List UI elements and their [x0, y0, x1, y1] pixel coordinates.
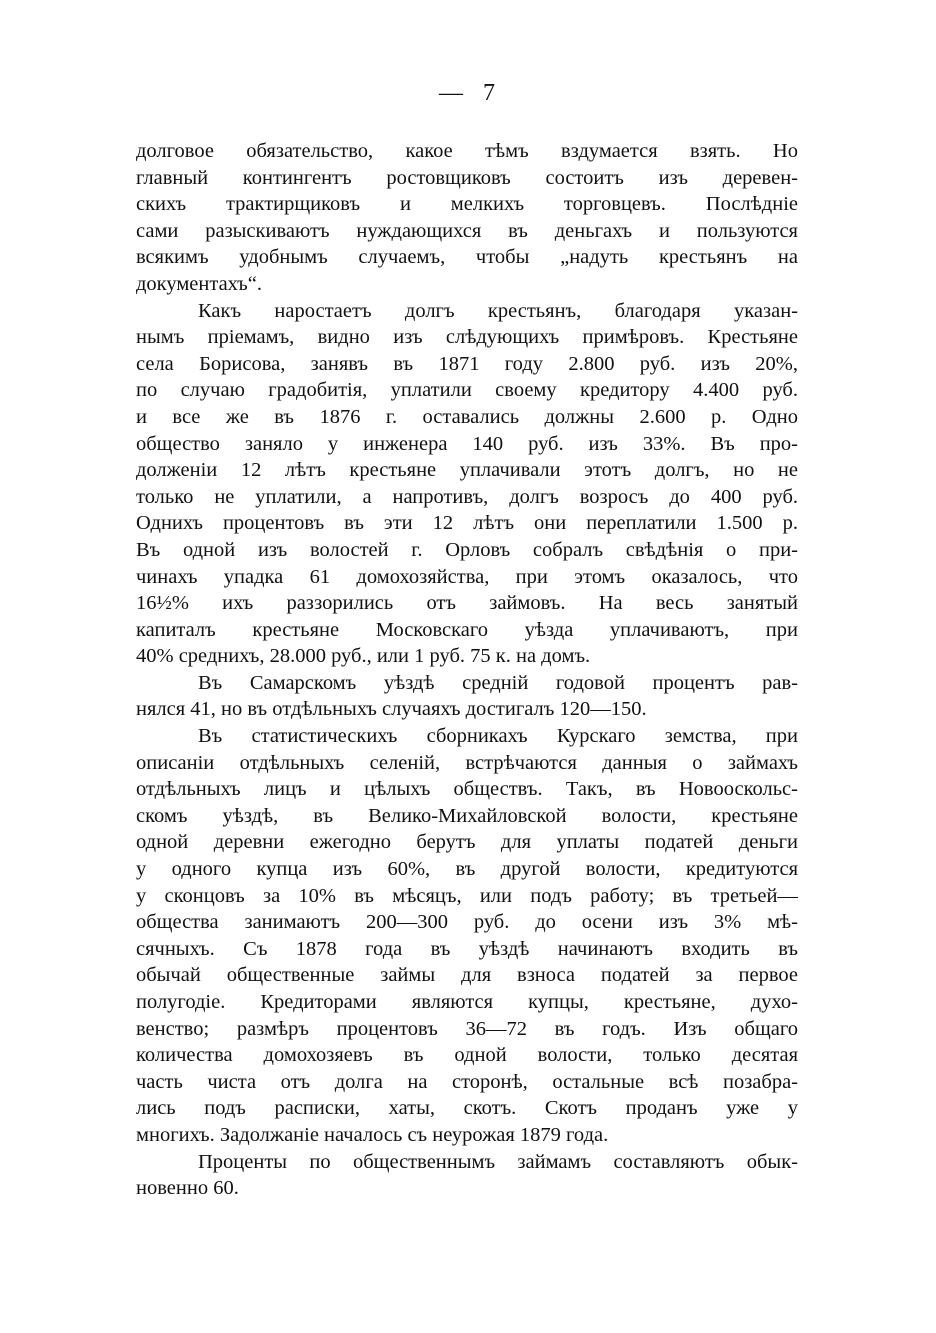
text-line: сами разыскиваютъ нуждающихся въ деньгахъ и пользуются — [136, 219, 798, 242]
page-number: 7 — [483, 80, 497, 106]
text-line: сячныхъ. Съ 1878 года въ уѣздѣ начинаютъ входить въ — [136, 937, 798, 960]
text-line: документахъ“. — [136, 272, 262, 295]
text-line: и все же въ 1876 г. оставались должны 2.600 р. Одно — [136, 405, 798, 428]
text-line: нялся 41, но въ отдѣльныхъ случаяхъ достигалъ 120—150. — [136, 698, 647, 721]
text-line: многихъ. Задолжаніе началось съ неурожая 1879 года. — [136, 1123, 609, 1146]
text-line: села Борисова, занявъ въ 1871 году 2.800 руб. изъ 20%, — [136, 352, 798, 375]
text-line: новенно 60. — [136, 1177, 239, 1200]
text-line: общество заняло у инженера 140 руб. изъ 33%. Въ про- — [136, 432, 798, 455]
text-line: у сконцовъ за 10% въ мѣсяцъ, или подъ работу; въ третьей— — [136, 884, 798, 907]
text-line: обычай общественные займы для взноса податей за первое — [136, 964, 798, 987]
text-line: по случаю градобитія, уплатили своему кредитору 4.400 руб. — [136, 379, 798, 402]
text-line: у одного купца изъ 60%, въ другой волости, кредитуются — [136, 858, 798, 881]
text-line: 40% среднихъ, 28.000 руб., или 1 руб. 75 к. на домъ. — [136, 645, 591, 668]
text-line: Въ одной изъ волостей г. Орловъ собралъ свѣдѣнія о при- — [136, 538, 798, 561]
text-line: лись подъ расписки, хаты, скотъ. Скотъ проданъ уже у — [136, 1097, 798, 1120]
text-line: часть чиста отъ долга на сторонѣ, остальные всѣ позабра- — [136, 1070, 798, 1093]
text-line: долженіи 12 лѣтъ крестьяне уплачивали этотъ долгъ, но не — [136, 459, 798, 482]
text-line: капиталъ крестьяне Московскаго уѣзда уплачиваютъ, при — [136, 618, 798, 641]
text-line: чинахъ упадка 61 домохозяйства, при этомъ оказалось, что — [136, 565, 798, 588]
text-line: скомъ уѣздѣ, въ Велико-Михайловской волости, крестьяне — [136, 804, 798, 827]
text-line: отдѣльныхъ лицъ и цѣлыхъ обществъ. Такъ, въ Новооскольс- — [136, 778, 798, 801]
text-line: венство; размѣръ процентовъ 36—72 въ годъ. Изъ общаго — [136, 1017, 798, 1040]
text-line: нымъ пріемамъ, видно изъ слѣдующихъ примѣровъ. Крестьяне — [136, 326, 798, 349]
page-header — [0, 80, 936, 107]
header-dash: — — [439, 80, 465, 106]
text-line: 16½% ихъ раззорились отъ займовъ. На весь занятый — [136, 592, 798, 615]
text-line: одной деревни ежегодно берутъ для уплаты податей деньги — [136, 831, 798, 854]
text-line: описаніи отдѣльныхъ селеній, встрѣчаются данныя о займахъ — [136, 751, 798, 774]
text-line: общества занимаютъ 200—300 руб. до осени изъ 3% мѣ- — [136, 911, 798, 934]
text-line: Какъ наростаетъ долгъ крестьянъ, благодаря указан- — [198, 299, 798, 322]
text-line: главный контингентъ ростовщиковъ состоитъ изъ деревен- — [136, 166, 798, 189]
text-line: Въ Самарскомъ уѣздѣ средній годовой процентъ рав- — [198, 671, 798, 694]
text-line: полугодіе. Кредиторами являются купцы, крестьяне, духо- — [136, 991, 798, 1013]
text-line: долговое обязательство, какое тѣмъ вздумается взять. Но — [136, 140, 798, 162]
text-line: Однихъ процентовъ въ эти 12 лѣтъ они переплатили 1.500 р. — [136, 512, 798, 535]
text-line: скихъ трактирщиковъ и мелкихъ торговцевъ. Послѣдніе — [136, 193, 798, 216]
text-line: количества домохозяевъ въ одной волости, только десятая — [136, 1044, 798, 1067]
text-line: Проценты по общественнымъ займамъ составляютъ обык- — [198, 1150, 798, 1173]
text-line: всякимъ удобнымъ случаемъ, чтобы „надуть крестьянъ на — [136, 246, 798, 269]
page-body-text — [136, 138, 798, 1202]
text-line: только не уплатили, а напротивъ, долгъ возросъ до 400 руб. — [136, 485, 798, 508]
text-line: Въ статистическихъ сборникахъ Курскаго земства, при — [198, 725, 798, 748]
